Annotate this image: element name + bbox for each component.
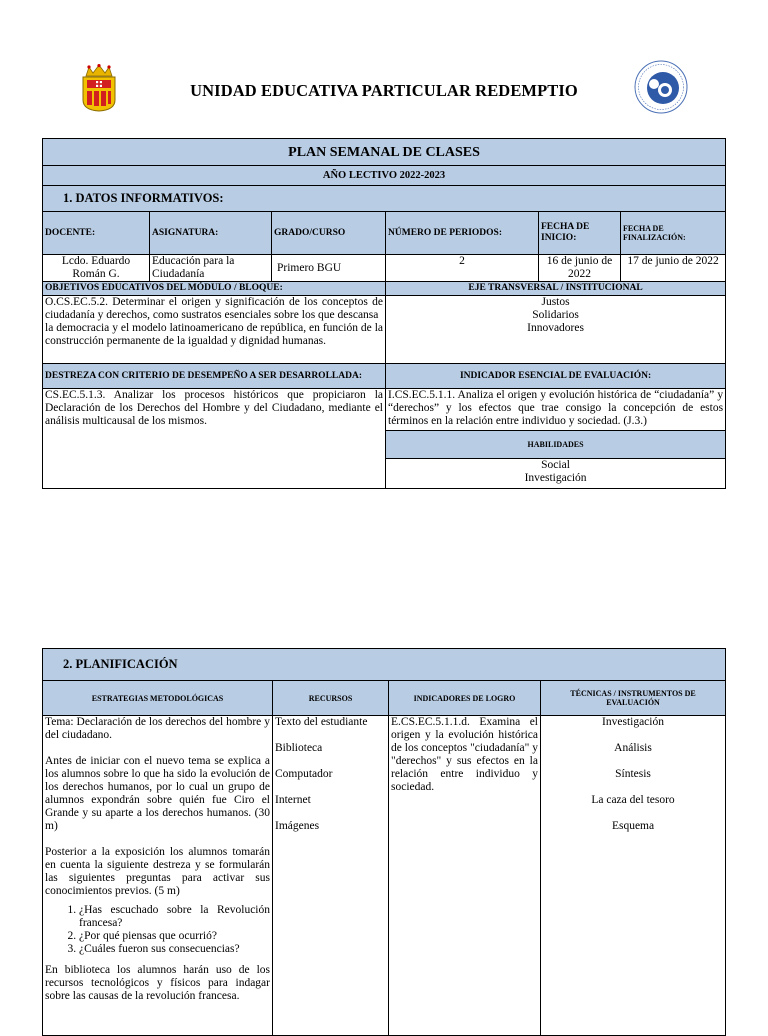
estrategias-cell	[43, 716, 273, 1036]
tecnicas-header: TÉCNICAS / INSTRUMENTOS DE EVALUACIÓN	[541, 681, 726, 716]
question-item: 1. ¿Has escuchado sobre la Revolución francesa?	[79, 904, 270, 930]
indicador-esencial-label: INDICADOR ESENCIAL DE EVALUACIÓN:	[386, 364, 726, 389]
docente-value: Lcdo. Eduardo Román G.	[43, 255, 150, 282]
tecnica-item: Síntesis	[615, 768, 651, 780]
estrategias-header: ESTRATEGIAS METODOLÓGICAS	[43, 681, 273, 716]
eje-value: Solidarios	[532, 309, 579, 321]
tecnicas-cell	[541, 716, 726, 1036]
estrategias-paragraph: Posterior a la exposición los alumnos tomarán en cuenta la siguiente destreza y se formularán las siguientes preguntas para activar sus conocimientos previos. (5 m)	[45, 846, 270, 897]
grado-label: GRADO/CURSO	[272, 212, 386, 255]
habilidad-value: Social	[541, 459, 570, 471]
school-year: AÑO LECTIVO 2022-2023	[43, 166, 726, 186]
ib-world-school-logo	[634, 60, 688, 114]
indicadores-logro-text: E.CS.EC.5.1.1.d. Examina el origen y la evolución histórica de los conceptos "ciudadanía" y "derechos" y sus efectos en la relación entre individuo y sociedad.	[389, 716, 541, 1036]
plan-semanal-table	[42, 138, 726, 489]
tecnica-item: Análisis	[614, 742, 652, 754]
estrategias-paragraph: Tema: Declaración de los derechos del hombre y del ciudadano.	[45, 716, 270, 741]
habilidades-values	[386, 459, 726, 489]
tecnica-item: Esquema	[611, 820, 655, 832]
recursos-cell	[273, 716, 389, 1036]
indicador-esencial-text: I.CS.EC.5.1.1. Analiza el origen y evolución histórica de “ciudadanía” y “derechos” y los efectos que trae consigo la concepción de estos términos en la relación entre individuo y sociedad. (J.3.)	[386, 389, 726, 431]
objetivos-label: OBJETIVOS EDUCATIVOS DEL MÓDULO / BLOQUE:	[43, 282, 386, 296]
eje-transversal-values	[386, 296, 726, 364]
objetivos-text	[43, 296, 386, 364]
objetivos-text-line-1: O.CS.EC.5.2. Determinar el origen y significación de los conceptos de ciudadanía y derechos, como sustratos esenciales sobre los que descansa	[45, 296, 383, 321]
questions-list	[45, 904, 270, 956]
eje-value: Justos	[541, 296, 570, 308]
estrategias-paragraph: En biblioteca los alumnos harán uso de los recursos tecnológicos y físicos para indagar sobre las causas de la revolución francesa.	[45, 964, 270, 1002]
habilidades-label: HABILIDADES	[386, 431, 726, 459]
plan-title: PLAN SEMANAL DE CLASES	[43, 139, 726, 166]
recurso-item: Computador	[275, 768, 333, 780]
destreza-label: DESTREZA CON CRITERIO DE DESEMPEÑO A SER DESARROLLADA:	[43, 364, 386, 389]
recurso-item: Imágenes	[275, 820, 320, 832]
destreza-text: CS.EC.5.1.3. Analizar los procesos históricos que propiciaron la Declaración de los Derechos del Hombre y del Ciudadano, mediante el análisis multicausal de los mismos.	[43, 389, 386, 489]
section-planificacion: 2. PLANIFICACIÓN	[43, 649, 726, 681]
fecha-inicio-label: FECHA DE INICIO:	[539, 212, 621, 255]
docente-label: DOCENTE:	[43, 212, 150, 255]
periodos-label: NÚMERO DE PERIODOS:	[386, 212, 539, 255]
habilidad-value: Investigación	[524, 472, 587, 484]
fecha-fin-label: FECHA DE FINALIZACIÓN:	[621, 212, 726, 255]
fecha-fin-value: 17 de junio de 2022	[621, 255, 726, 282]
section-datos-informativos: 1. DATOS INFORMATIVOS:	[43, 186, 726, 212]
tecnica-item: La caza del tesoro	[591, 794, 675, 806]
recursos-header: RECURSOS	[273, 681, 389, 716]
school-name: UNIDAD EDUCATIVA PARTICULAR REDEMPTIO	[190, 81, 578, 100]
question-item: 2. ¿Por qué piensas que ocurrió?	[79, 930, 270, 943]
eje-transversal-label: EJE TRANSVERSAL / INSTITUCIONAL	[386, 282, 726, 296]
asignatura-value: Educación para la Ciudadanía	[150, 255, 272, 282]
grado-value: Primero BGU	[272, 255, 386, 282]
asignatura-label: ASIGNATURA:	[150, 212, 272, 255]
tecnica-item: Investigación	[602, 716, 664, 728]
recurso-item: Texto del estudiante	[275, 716, 368, 728]
question-item: 3. ¿Cuáles fueron sus consecuencias?	[79, 943, 270, 956]
estrategias-paragraph: Antes de iniciar con el nuevo tema se explica a los alumnos sobre lo que ha sido la evolución de los derechos humanos, por lo cual un grupo de alumnos expondrán sobre quién fue Ciro el Grande y su aparte a los derechos humanos. (30 m)	[45, 755, 270, 832]
recurso-item: Internet	[275, 794, 311, 806]
periodos-value: 2	[386, 255, 539, 282]
fecha-inicio-value: 16 de junio de 2022	[539, 255, 621, 282]
indicadores-header: INDICADORES DE LOGRO	[389, 681, 541, 716]
recurso-item: Biblioteca	[275, 742, 323, 754]
eje-value: Innovadores	[527, 322, 584, 334]
planificacion-table	[42, 648, 726, 1036]
objetivos-text-line-2: la democracia y el modelo latinoamericano de república, en función de la construcción permanente de la igualdad y dignidad humanas.	[45, 322, 383, 347]
